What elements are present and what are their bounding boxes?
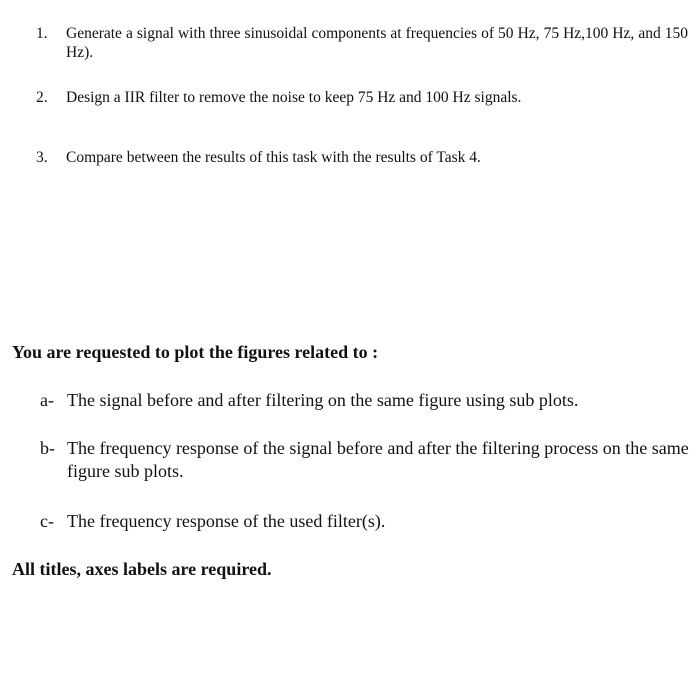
task-text: Generate a signal with three sinusoidal components at frequencies of 50 Hz, 75 Hz,100 Hz, and 150 Hz).	[66, 25, 688, 61]
request-marker: a-	[40, 390, 54, 410]
task-text: Compare between the results of this task with the results of Task 4.	[66, 149, 481, 166]
task-text: Design a IIR filter to remove the noise to keep 75 Hz and 100 Hz signals.	[66, 89, 522, 106]
request-text: The signal before and after filtering on the same figure using sub plots.	[67, 390, 579, 410]
task-item-3	[36, 148, 688, 167]
request-item-c	[40, 510, 690, 533]
request-item-b	[40, 437, 690, 483]
footer-note: All titles, axes labels are required.	[12, 559, 272, 579]
task-marker: 1.	[36, 25, 48, 42]
request-marker: c-	[40, 511, 54, 531]
request-text: The frequency response of the used filter(s).	[67, 511, 386, 531]
task-marker: 3.	[36, 149, 48, 166]
task-item-2	[36, 88, 688, 107]
task-marker: 2.	[36, 89, 48, 106]
request-item-a	[40, 389, 690, 412]
request-marker: b-	[40, 438, 55, 458]
task-item-1	[36, 24, 688, 62]
requests-heading: You are requested to plot the figures related to :	[12, 342, 379, 362]
request-text: The frequency response of the signal before and after the filtering process on the same figure sub plots.	[67, 438, 689, 481]
